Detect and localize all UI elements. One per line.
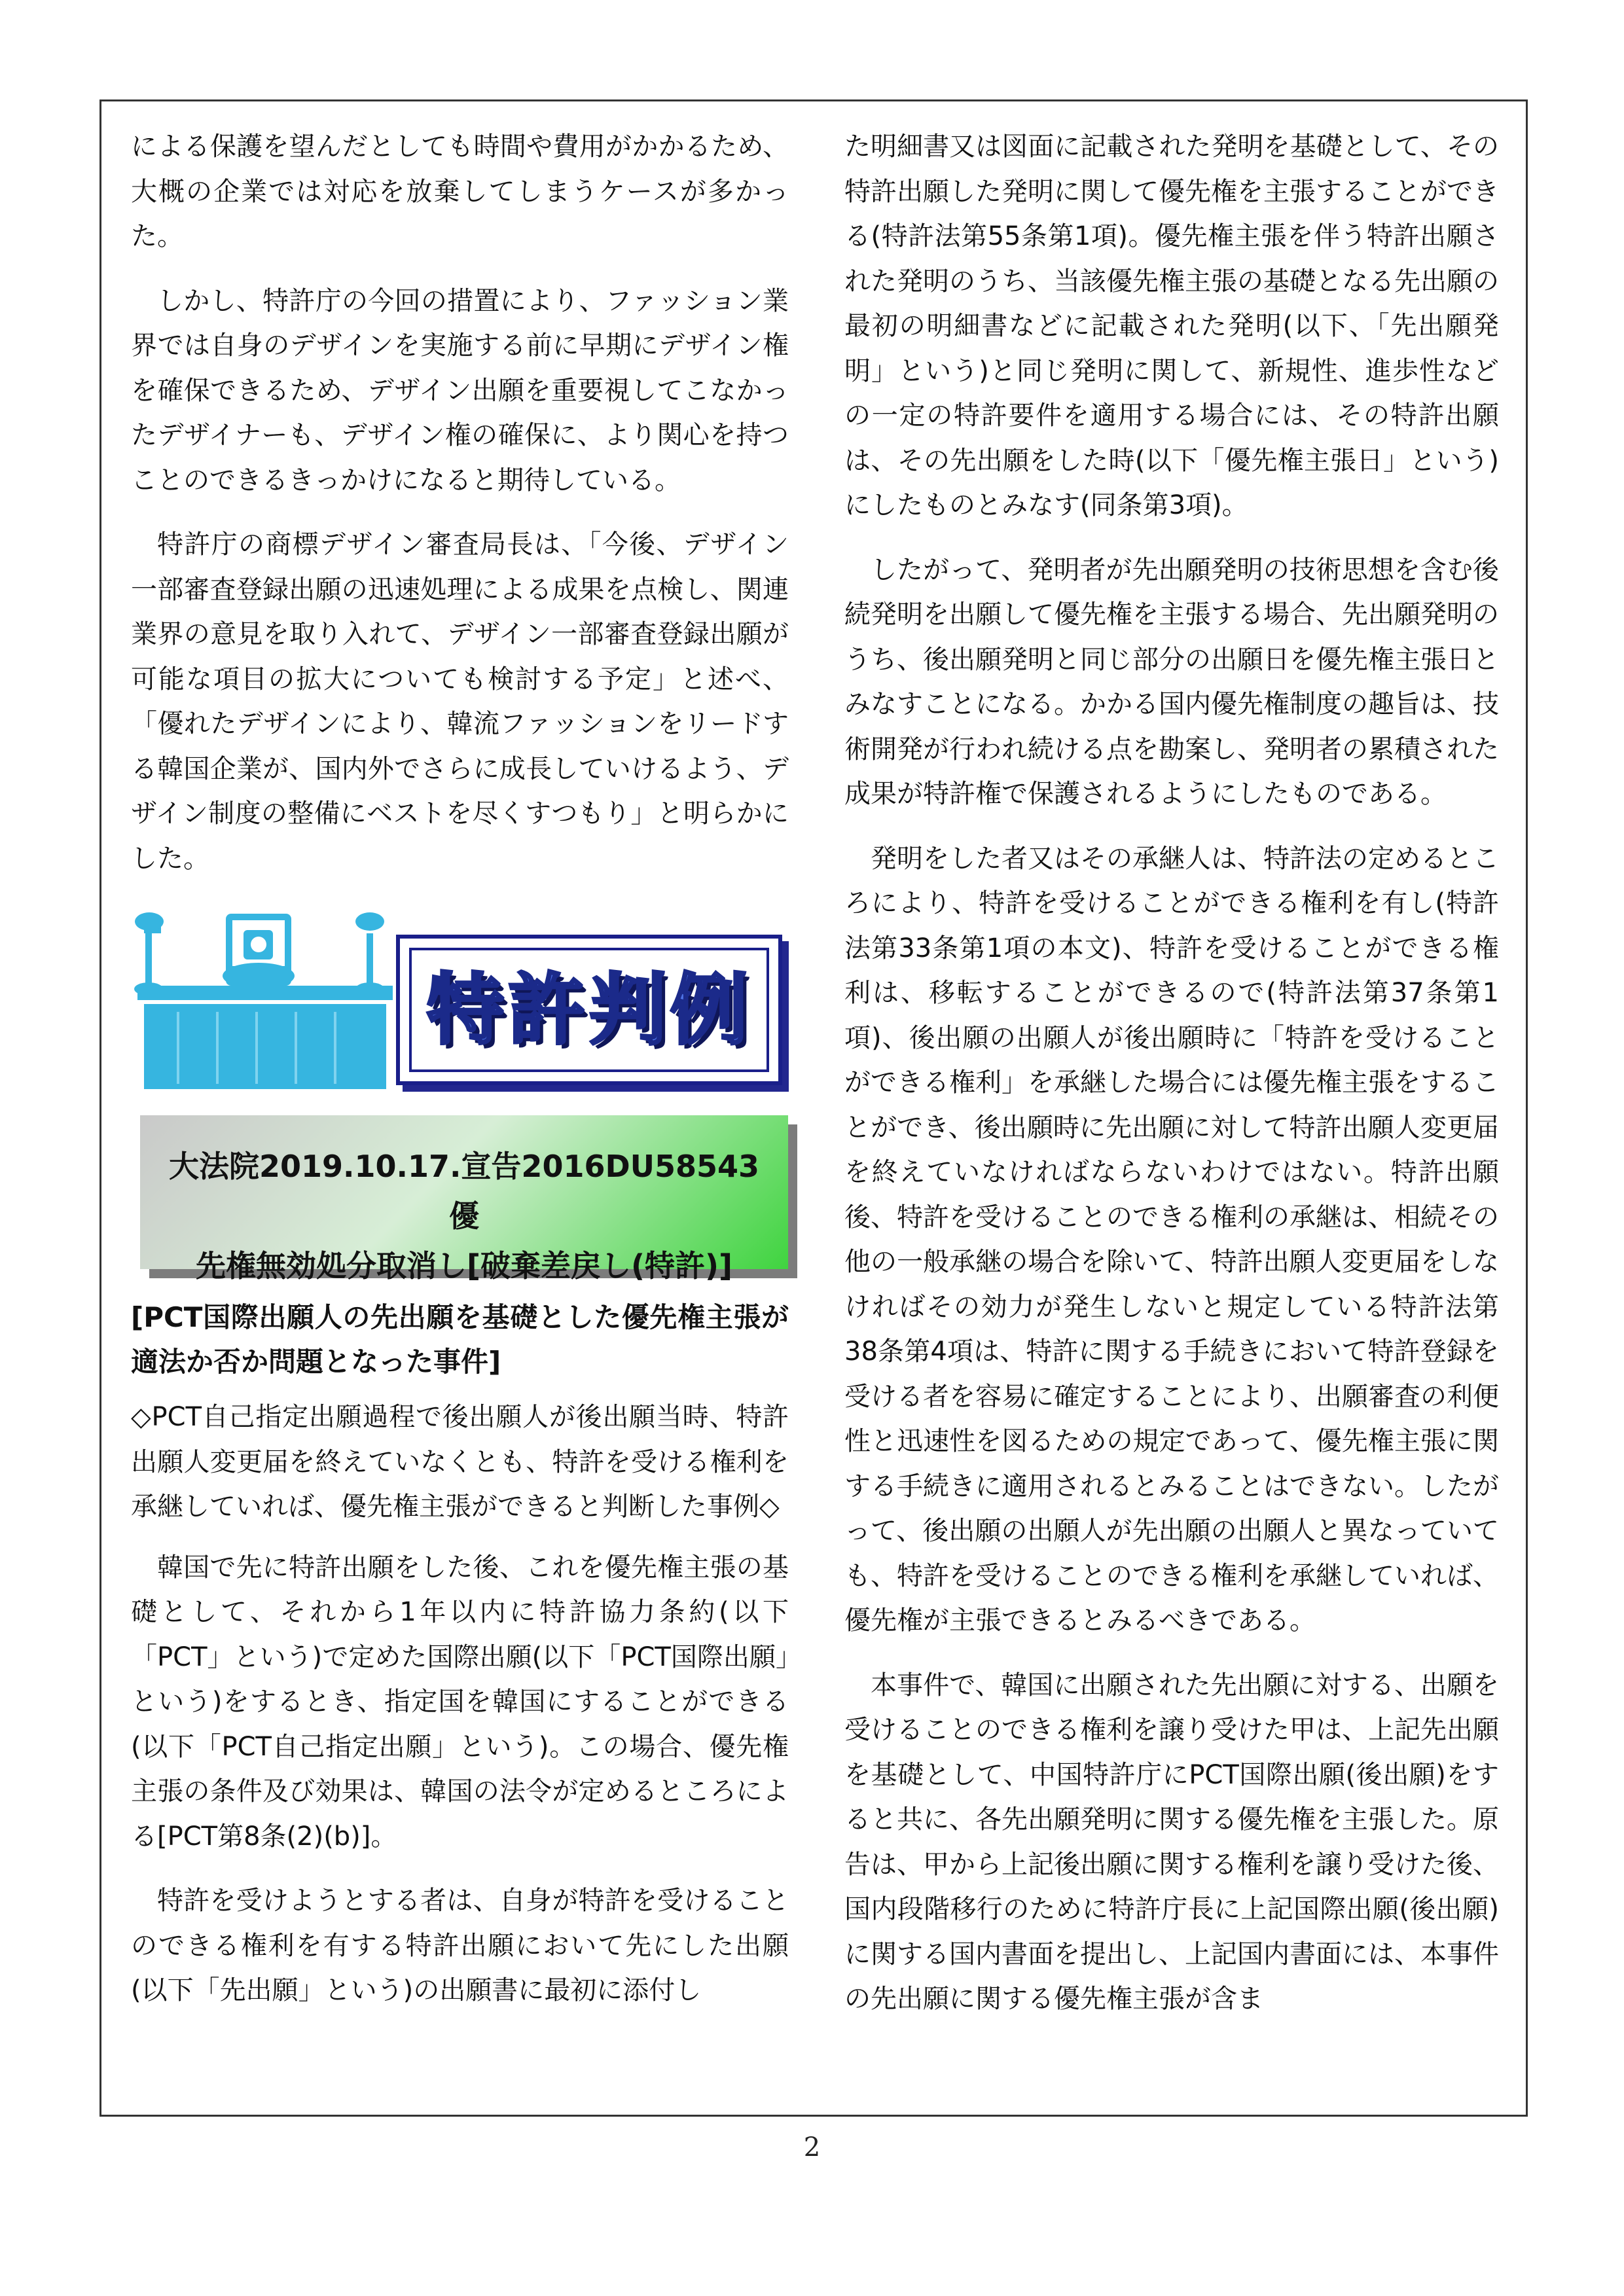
page-number: 2 <box>803 2132 821 2162</box>
paragraph: 本事件で、韓国に出願された先出願に対する、出願を受けることのできる権利を譲り受けた甲は、上記先出願を基礎として、中国特許庁にPCT国際出願(後出願)をすると共に、各先出願発明に関する優先権を主張した。原告は、甲から上記後出願に関する権利を譲り受けた後、国内段階移行のために特許庁長に上記国際出願(後出願)に関する国内書面を提出し、上記国内書面には、本事件の先出願に関する優先権主張が含ま <box>844 1670 1499 2014</box>
case-line-1: 大法院2019.10.17.宣告2016DU58543 優 <box>168 1149 760 1234</box>
paragraph: 特許を受けようとする者は、自身が特許を受けることのできる権利を有する特許出願において先にした出願(以下「先出願」という)の出願書に最初に添付し <box>131 1886 789 2005</box>
left-column <box>131 124 789 2033</box>
section-banner <box>131 901 789 1097</box>
courtroom-illustration <box>131 901 406 1097</box>
paragraph: 特許庁の商標デザイン審査局長は、「今後、デザイン一部審査登録出願の迅速処理による成果を点検し、関連業界の意見を取り入れて、デザイン一部審査登録出願が可能な項目の拡大についても検討する予定」と述べ、「優れたデザインにより、韓流ファッションをリードする韓国企業が、国内外でさらに成長していけるよう、デザイン制度の整備にベストを尽くすつもり」と明らかにした。 <box>131 529 789 874</box>
paragraph: による保護を望んだとしても時間や費用がかかるため、大概の企業では対応を放棄してしまうケースが多かった。 <box>131 132 789 251</box>
paragraph: 韓国で先に特許出願をした後、これを優先権主張の基礎として、それから1年以内に特許協力条約(以下「PCT」という)で定めた国際出願(以下「PCT国際出願」という)をするとき、指定国を韓国にすることができる(以下「PCT自己指定出願」という)。この場合、優先権主張の条件及び効果は、韓国の法令が定めるところによる[PCT第8条(2)(b)]。 <box>131 1552 789 1852</box>
case-line-2: 先権無効処分取消し[破棄差戻し(特許)] <box>195 1248 733 1283</box>
paragraph: したがって、発明者が先出願発明の技術思想を含む後続発明を出願して優先権を主張する場合、先出願発明のうち、後出願発明と同じ部分の出願日を優先権主張日とみなすことになる。かかる国内優先権制度の趣旨は、技術開発が行われ続ける点を勘案し、発明者の累積された成果が特許権で保護されるようにしたものである。 <box>844 554 1499 809</box>
paragraph: しかし、特許庁の今回の措置により、ファッション業界では自身のデザインを実施する前に早期にデザイン権を確保できるため、デザイン出願を重要視してこなかったデザイナーも、デザイン権の確保に、より関心を持つことのできるきっかけになると期待している。 <box>131 285 789 495</box>
case-citation-box <box>140 1115 788 1283</box>
section-title: 特許判例 <box>426 964 751 1055</box>
patent-case-title-box <box>396 935 782 1085</box>
case-heading: [PCT国際出願人の先出願を基礎とした優先権主張が適法か否か問題となった事件] <box>131 1301 789 1378</box>
paragraph: た明細書又は図面に記載された発明を基礎として、その特許出願した発明に関して優先権を主張することができる(特許法第55条第1項)。優先権主張を伴う特許出願された発明のうち、当該優先権主張の基礎となる先出願の最初の明細書などに記載された発明(以下、「先出願発明」という)と同じ発明に関して、新規性、進歩性などの一定の特許要件を適用する場合には、その特許出願は、その先出願をした時(以下「優先権主張日」という)にしたものとみなす(同条第3項)。 <box>844 132 1499 520</box>
paragraph: 発明をした者又はその承継人は、特許法の定めるところにより、特許を受けることができる権利を有し(特許法第33条第1項の本文)、特許を受けることができる権利は、移転することができるので(特許法第37条第1項)、後出願の出願人が後出願時に「特許を受けることができる権利」を承継した場合には優先権主張をすることができ、後出願時に先出願に対して特許出願人変更届を終えていなければならないわけではない。特許出願後、特許を受けることのできる権利の承継は、相続その他の一般承継の場合を除いて、特許出願人変更届をしなければその効力が発生しないと規定している特許法第38条第4項は、特許に関する手続きにおいて特許登録を受ける者を容易に確定することにより、出願審査の利便性と迅速性を図るための規定であって、優先権主張に関する手続きに適用されるとみることはできない。したがって、後出願の出願人が先出願の出願人と異なっていても、特許を受けることのできる権利を承継していれば、優先権が主張できるとみるべきである。 <box>844 843 1499 1636</box>
case-summary: ◇PCT自己指定出願過程で後出願人が後出願当時、特許出願人変更届を終えていなくとも、特許を受ける権利を承継していれば、優先権主張ができると判断した事例◇ <box>131 1402 789 1522</box>
right-column <box>844 124 1499 2041</box>
